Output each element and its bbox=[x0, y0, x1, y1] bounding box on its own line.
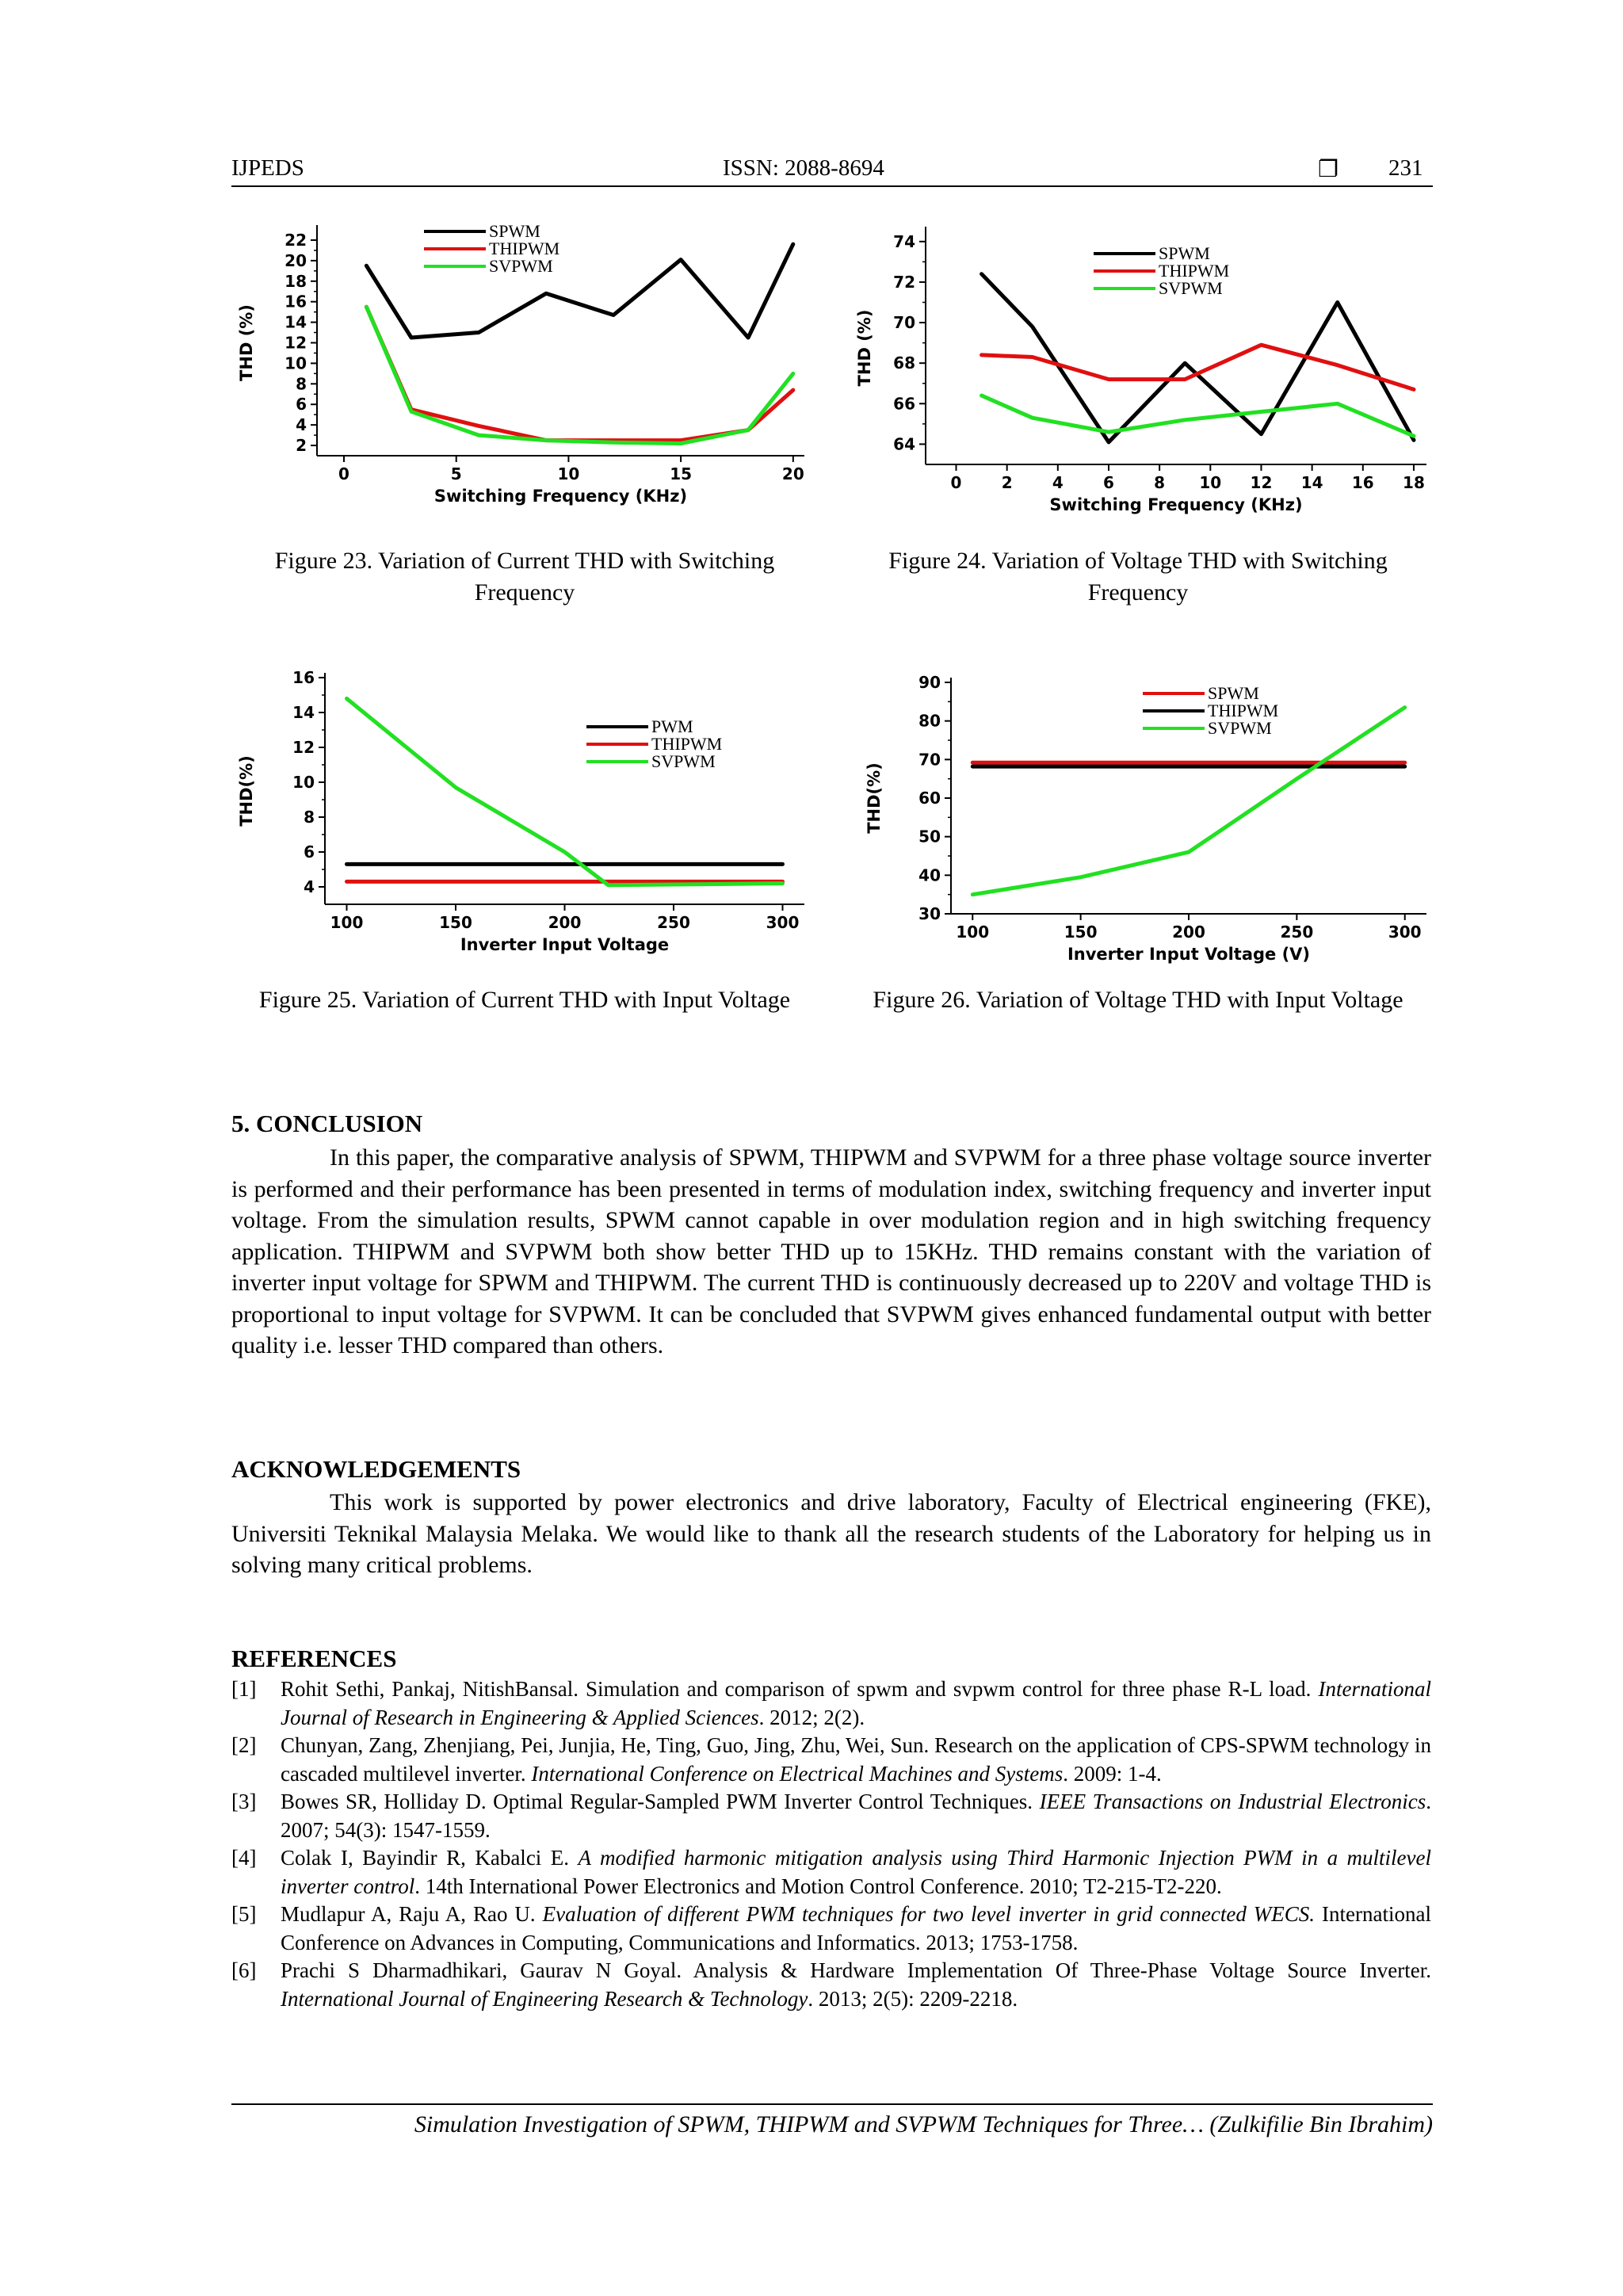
reference-list bbox=[231, 1675, 1431, 2013]
figure-24 bbox=[856, 214, 1458, 515]
chart-voltage-thd-vs-voltage bbox=[856, 662, 1458, 971]
y-tick-label: 90 bbox=[918, 673, 941, 692]
legend-label: PWM bbox=[651, 716, 693, 736]
y-axis-label: THD (%) bbox=[855, 309, 874, 387]
x-tick-label: 18 bbox=[1403, 473, 1425, 492]
reference-item: [2] Chunyan, Zang, Zhenjiang, Pei, Junjia, He, Ting, Guo, Jing, Zhu, Wei, Sun. Research on the application of CPS-SPWM technology in cascaded multilevel inverter. International Conference on Electrical Machines and Systems. 2009: 1-4. bbox=[231, 1733, 1431, 1786]
x-tick-label: 8 bbox=[1154, 473, 1166, 492]
x-tick-label: 16 bbox=[1351, 473, 1374, 492]
series-line-svpwm bbox=[366, 307, 792, 443]
running-footer: Simulation Investigation of SPWM, THIPWM and SVPWM Techniques for Three… (Zulkifilie Bin Ibrahim) bbox=[414, 2111, 1433, 2137]
y-tick-label: 66 bbox=[893, 394, 915, 414]
figure-26-caption: Figure 26. Variation of Voltage THD with Input Voltage bbox=[873, 987, 1403, 1013]
legend-label: THIPWM bbox=[489, 239, 560, 258]
y-tick-label: 72 bbox=[893, 272, 915, 292]
y-tick-label: 4 bbox=[304, 877, 315, 896]
x-axis-label: Switching Frequency (KHz) bbox=[1049, 495, 1303, 514]
y-tick-label: 70 bbox=[893, 313, 915, 333]
x-tick-label: 2 bbox=[1001, 473, 1013, 492]
figure-25 bbox=[230, 662, 832, 963]
y-tick-label: 64 bbox=[893, 434, 915, 454]
legend-label: SPWM bbox=[489, 221, 540, 241]
page-marker-icon: ❐ bbox=[1318, 157, 1338, 182]
y-tick-label: 14 bbox=[285, 312, 307, 332]
x-tick-label: 150 bbox=[1064, 923, 1098, 942]
x-axis-label: Inverter Input Voltage (V) bbox=[1067, 945, 1311, 964]
y-tick-label: 22 bbox=[285, 230, 307, 250]
y-tick-label: 12 bbox=[292, 738, 315, 757]
x-tick-label: 300 bbox=[1388, 923, 1422, 942]
x-tick-label: 0 bbox=[950, 473, 962, 492]
legend-label: SVPWM bbox=[651, 751, 716, 771]
x-tick-label: 100 bbox=[330, 913, 364, 932]
acknowledgements-heading: ACKNOWLEDGEMENTS bbox=[231, 1455, 521, 1483]
chart-current-thd-vs-voltage bbox=[230, 662, 832, 963]
y-tick-label: 4 bbox=[296, 415, 307, 435]
legend-label: THIPWM bbox=[1159, 261, 1230, 281]
x-tick-label: 4 bbox=[1052, 473, 1064, 492]
header-rule bbox=[231, 185, 1433, 187]
x-tick-label: 200 bbox=[1172, 923, 1205, 942]
journal-name: IJPEDS bbox=[231, 155, 304, 181]
x-tick-label: 300 bbox=[766, 913, 800, 932]
x-tick-label: 100 bbox=[956, 923, 990, 942]
conclusion-heading: 5. CONCLUSION bbox=[231, 1110, 423, 1137]
conclusion-text: In this paper, the comparative analysis of SPWM, THIPWM and SVPWM for a three phase voltage source inverter is performed and their performance has been presented in terms of modulation index, switching frequency and inverter input voltage. From the simulation results, SPWM cannot capable in over modulation region and in high switching frequency application. THIPWM and SVPWM both show better THD up to 15KHz. THD remains constant with the variation of inverter input voltage for SPWM and THIPWM. The current THD is continuously decreased up to 220V and voltage THD is proportional to input voltage for SVPWM. It can be concluded that SVPWM gives enhanced fundamental output with better quality i.e. lesser THD compared than others. bbox=[231, 1144, 1431, 1358]
x-tick-label: 14 bbox=[1300, 473, 1323, 492]
legend-label: SPWM bbox=[1208, 683, 1259, 703]
x-tick-label: 12 bbox=[1250, 473, 1273, 492]
figure-23 bbox=[230, 214, 832, 515]
legend-label: SVPWM bbox=[1208, 718, 1272, 738]
reference-item: [6] Prachi S Dharmadhikari, Gaurav N Goyal. Analysis & Hardware Implementation Of Three-Phase Voltage Source Inverter. International Journal of Engineering Research & Technology. 2013; 2(5): 2209-2218. bbox=[231, 1958, 1431, 2011]
x-tick-label: 200 bbox=[548, 913, 582, 932]
y-tick-label: 14 bbox=[292, 703, 315, 722]
figure-24-caption: Figure 24. Variation of Voltage THD with Switching Frequency bbox=[888, 548, 1388, 606]
y-tick-label: 10 bbox=[285, 353, 307, 373]
x-axis-label: Switching Frequency (KHz) bbox=[433, 487, 688, 506]
x-tick-label: 150 bbox=[439, 913, 472, 932]
y-tick-label: 70 bbox=[918, 750, 941, 770]
figure-25-caption: Figure 25. Variation of Current THD with Input Voltage bbox=[258, 987, 791, 1013]
y-axis-label: THD(%) bbox=[865, 762, 884, 834]
x-tick-label: 10 bbox=[557, 464, 580, 483]
y-tick-label: 6 bbox=[304, 842, 315, 861]
y-tick-label: 8 bbox=[296, 374, 307, 394]
legend-label: SPWM bbox=[1159, 243, 1210, 263]
y-tick-label: 12 bbox=[285, 333, 307, 353]
references-heading: REFERENCES bbox=[231, 1645, 397, 1672]
y-tick-label: 16 bbox=[285, 292, 307, 311]
issn: ISSN: 2088-8694 bbox=[723, 155, 884, 181]
acknowledgements-text: This work is supported by power electronics and drive laboratory, Faculty of Electrical engineering (FKE), Universiti Teknikal Malaysia Melaka. We would like to thank all the research students of the Laboratory for helping us in solving many critical problems. bbox=[231, 1489, 1431, 1578]
reference-item: [5] Mudlapur A, Raju A, Rao U. Evaluation of different PWM techniques for two level inverter in grid connected WECS. International Conference on Advances in Computing, Communications and Informatics. 2013; 1753-1758. bbox=[231, 1902, 1431, 1954]
series-line-spwm bbox=[366, 244, 792, 338]
y-tick-label: 10 bbox=[292, 773, 315, 792]
x-tick-label: 10 bbox=[1199, 473, 1222, 492]
y-tick-label: 80 bbox=[918, 711, 941, 731]
reference-item: [4] Colak I, Bayindir R, Kabalci E. A modified harmonic mitigation analysis using Third Harmonic Injection PWM in a multilevel inverter control. 14th International Power Electronics and Motion Control Conference. 2010; T2-215-T2-220. bbox=[231, 1846, 1431, 1898]
chart-voltage-thd-vs-frequency bbox=[856, 214, 1458, 515]
y-tick-label: 2 bbox=[296, 436, 307, 456]
x-tick-label: 250 bbox=[1280, 923, 1314, 942]
y-axis-label: THD(%) bbox=[237, 755, 256, 827]
reference-item: [1] Rohit Sethi, Pankaj, NitishBansal. Simulation and comparison of spwm and svpwm control for three phase R-L load. International Journal of Research in Engineering & Applied Sciences. 2012; 2(2). bbox=[231, 1677, 1431, 1729]
figure-26 bbox=[856, 662, 1458, 971]
x-axis-label: Inverter Input Voltage bbox=[460, 935, 670, 954]
y-tick-label: 40 bbox=[918, 865, 941, 885]
y-tick-label: 16 bbox=[292, 668, 315, 687]
x-tick-label: 15 bbox=[670, 464, 693, 483]
series-line-svpwm bbox=[347, 698, 783, 884]
reference-item: [3] Bowes SR, Holliday D. Optimal Regular-Sampled PWM Inverter Control Techniques. IEEE Transactions on Industrial Electronics. 2007; 54(3): 1547-1559. bbox=[231, 1790, 1432, 1842]
x-tick-label: 250 bbox=[657, 913, 690, 932]
series-line-thipwm bbox=[982, 345, 1414, 389]
y-tick-label: 18 bbox=[285, 271, 307, 291]
figure-23-caption: Figure 23. Variation of Current THD with Switching Frequency bbox=[274, 548, 775, 606]
footer-rule bbox=[231, 2103, 1433, 2105]
x-tick-label: 5 bbox=[450, 464, 462, 483]
series-line-svpwm bbox=[982, 395, 1414, 436]
x-tick-label: 0 bbox=[338, 464, 349, 483]
y-tick-label: 74 bbox=[893, 231, 915, 251]
legend-label: SVPWM bbox=[489, 256, 553, 276]
legend-label: THIPWM bbox=[1208, 701, 1279, 720]
x-tick-label: 6 bbox=[1103, 473, 1114, 492]
x-tick-label: 20 bbox=[781, 464, 804, 483]
y-axis-label: THD (%) bbox=[237, 304, 256, 381]
y-tick-label: 50 bbox=[918, 827, 941, 846]
page-number: 231 bbox=[1388, 155, 1423, 181]
y-tick-label: 60 bbox=[918, 789, 941, 808]
legend-label: THIPWM bbox=[651, 734, 723, 754]
y-tick-label: 8 bbox=[304, 808, 315, 827]
series-line-svpwm bbox=[972, 708, 1404, 895]
y-tick-label: 30 bbox=[918, 904, 941, 923]
legend-label: SVPWM bbox=[1159, 278, 1223, 298]
y-tick-label: 6 bbox=[296, 395, 307, 415]
chart-current-thd-vs-frequency bbox=[230, 214, 832, 515]
y-tick-label: 20 bbox=[285, 250, 307, 270]
y-tick-label: 68 bbox=[893, 353, 915, 373]
